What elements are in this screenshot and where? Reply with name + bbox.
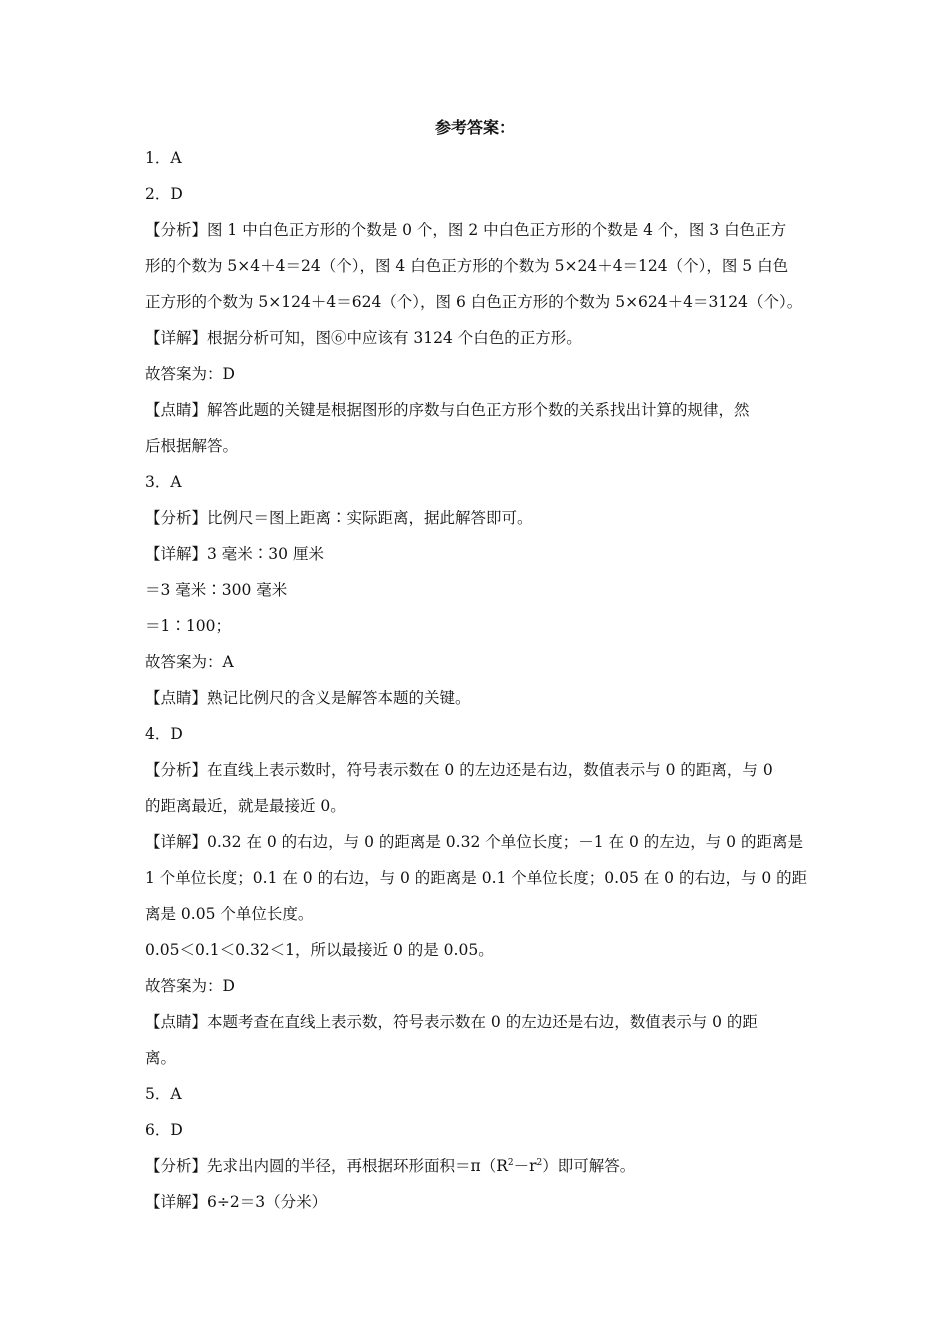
answer-line-10: 3．A	[145, 473, 182, 491]
answer-line-6: 【详解】根据分析可知，图⑥中应该有 3124 个白色的正方形。	[145, 329, 582, 347]
formula-middle: －r	[513, 1157, 537, 1175]
answer-line-last: 【详解】6÷2＝3（分米）	[145, 1193, 328, 1211]
formula-sup-2: 2	[536, 1157, 543, 1168]
answer-line-12: 【详解】3 毫米∶30 厘米	[145, 545, 324, 563]
answer-line-23: 0.05＜0.1＜0.32＜1，所以最接近 0 的是 0.05。	[145, 941, 494, 959]
answer-line-16: 【点睛】熟记比例尺的含义是解答本题的关键。	[145, 689, 471, 707]
answer-line-formula	[145, 1148, 810, 1184]
answer-line-13: ＝3 毫米∶300 毫米	[145, 581, 288, 599]
answer-line-2: 2．D	[145, 185, 183, 203]
answer-line-4: 形的个数为 5×4＋4＝24（个），图 4 白色正方形的个数为 5×24＋4＝124（个），图 5 白色	[145, 257, 789, 275]
answer-line-7: 故答案为：D	[145, 365, 235, 383]
answer-line-9: 后根据解答。	[145, 437, 239, 455]
answer-line-1: 1．A	[145, 149, 182, 167]
answer-line-28: 6．D	[145, 1121, 183, 1139]
answer-line-21: 1 个单位长度；0.1 在 0 的右边，与 0 的距离是 0.1 个单位长度；0.05 在 0 的右边，与 0 的距	[145, 869, 808, 887]
answer-line-8: 【点睛】解答此题的关键是根据图形的序数与白色正方形个数的关系找出计算的规律，然	[145, 401, 750, 419]
answer-line-22: 离是 0.05 个单位长度。	[145, 905, 314, 923]
answer-line-20: 【详解】0.32 在 0 的右边，与 0 的距离是 0.32 个单位长度；－1 在 0 的左边，与 0 的距离是	[145, 833, 803, 851]
answer-line-17: 4．D	[145, 725, 183, 743]
answer-line-5: 正方形的个数为 5×124＋4＝624（个），图 6 白色正方形的个数为 5×624＋4＝3124（个）。	[145, 293, 803, 311]
answer-line-11: 【分析】比例尺＝图上距离∶实际距离，据此解答即可。	[145, 509, 533, 527]
answer-line-27: 5．A	[145, 1085, 182, 1103]
answer-content	[145, 140, 810, 1220]
answer-line-18: 【分析】在直线上表示数时，符号表示数在 0 的左边还是右边，数值表示与 0 的距离，与 0	[145, 761, 773, 779]
formula-sup-1: 2	[507, 1157, 514, 1168]
answer-line-15: 故答案为：A	[145, 653, 234, 671]
answer-line-25: 【点睛】本题考查在直线上表示数，符号表示数在 0 的左边还是右边，数值表示与 0 的距	[145, 1013, 758, 1031]
formula-suffix: ）即可解答。	[542, 1157, 636, 1175]
answer-line-24: 故答案为：D	[145, 977, 235, 995]
page-title: 参考答案：	[434, 118, 515, 137]
formula-prefix: 【分析】先求出内圆的半径，再根据环形面积＝π（R	[145, 1157, 508, 1175]
answer-line-26: 离。	[145, 1049, 177, 1067]
answer-line-3: 【分析】图 1 中白色正方形的个数是 0 个，图 2 中白色正方形的个数是 4 个，图 3 白色正方	[145, 221, 787, 239]
answer-line-14: ＝1∶100；	[145, 617, 231, 635]
answer-line-19: 的距离最近，就是最接近 0。	[145, 797, 346, 815]
